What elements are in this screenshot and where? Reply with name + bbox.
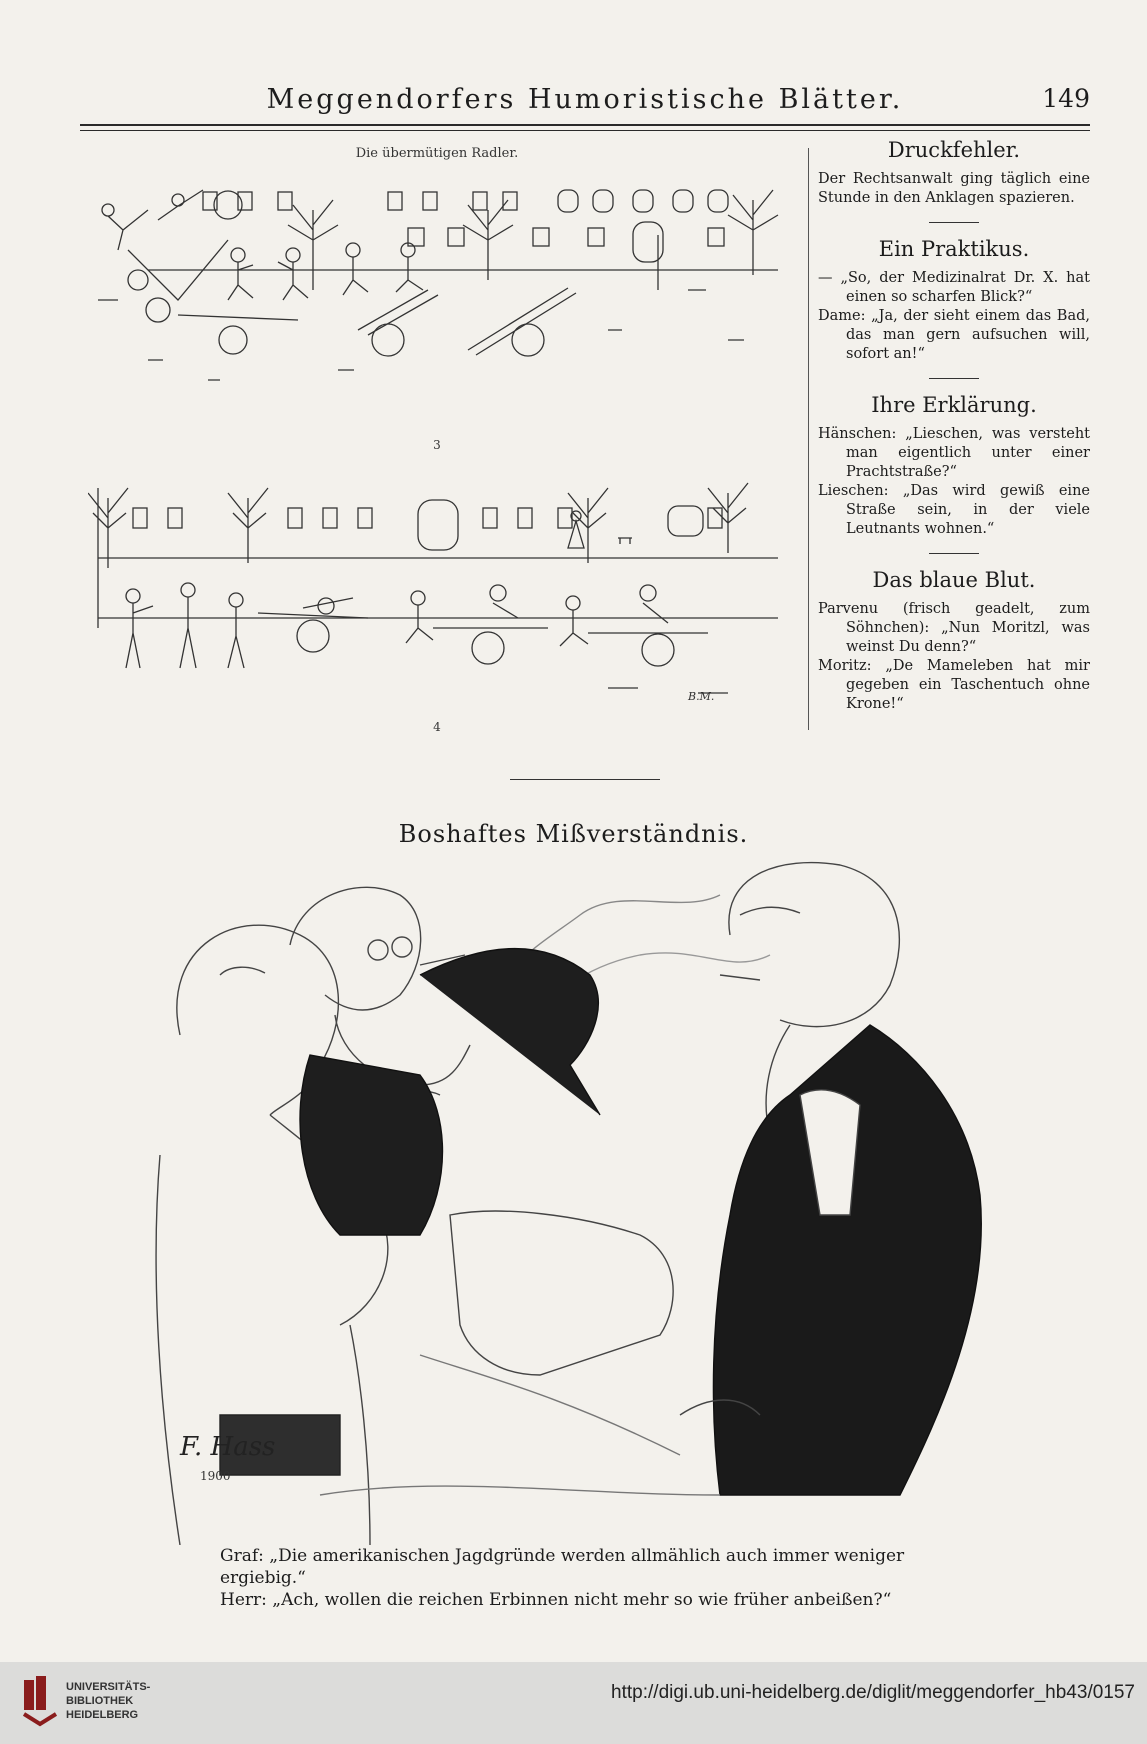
library-line: BIBLIOTHEK — [66, 1695, 134, 1707]
comic-title: Die übermütigen Radler. — [355, 146, 519, 161]
journal-title: Meggendorfers Humoristische Blätter. — [266, 84, 904, 115]
page-header — [80, 82, 1090, 122]
header-rule-thin — [80, 130, 1090, 131]
joke-title: Ein Praktikus. — [878, 237, 1030, 261]
library-line: UNIVERSITÄTS- — [66, 1681, 151, 1693]
joke-title: Das blaue Blut. — [872, 568, 1036, 592]
library-name — [66, 1680, 150, 1722]
joke-title: Ihre Erklärung. — [871, 393, 1037, 417]
comic-panel-4 — [88, 478, 792, 718]
joke-text: Lieschen: „Das wird gewiß eine Straße sein, in der viele Leutnants wohnen.“ — [818, 483, 1090, 537]
joke-text: Der Rechtsanwalt ging täglich eine Stunde in den Anklagen spazieren. — [818, 171, 1090, 206]
panel-number-3: 3 — [433, 438, 441, 452]
separator — [929, 222, 979, 223]
cartoon-title: Boshaftes Mißverständnis. — [398, 820, 749, 848]
sidebar-jokes — [818, 138, 1090, 714]
column-rule — [808, 148, 809, 730]
separator — [929, 553, 979, 554]
comic-panel-3 — [88, 170, 792, 430]
cartoon-illustration — [120, 855, 1040, 1545]
panel-number-4: 4 — [433, 720, 441, 734]
joke-text: Hänschen: „Lieschen, was versteht man eigentlich unter einer Prachtstraße?“ — [818, 426, 1090, 480]
joke-text: — „So, der Medizinalrat Dr. X. hat einen so scharfen Blick?“ — [818, 270, 1090, 305]
page-number: 149 — [1042, 84, 1090, 113]
header-rule — [80, 124, 1090, 126]
library-footer — [0, 1662, 1147, 1744]
library-line: HEIDELBERG — [66, 1709, 139, 1721]
joke-praktikus — [818, 237, 1090, 364]
artist-signature: F. Hass — [180, 1432, 276, 1462]
section-rule — [510, 779, 660, 780]
joke-erklaerung — [818, 393, 1090, 539]
joke-text: Parvenu (frisch geadelt, zum Söhnchen): „Nun Moritzl, was weinst Du denn?“ — [818, 601, 1090, 655]
caption-line-graf: Graf: „Die amerikanischen Jagdgründe werden allmählich auch immer weniger ergiebig.“ — [220, 1546, 905, 1588]
university-logo-icon — [20, 1672, 60, 1732]
joke-druckfehler — [818, 138, 1090, 208]
caption-line-herr: Herr: „Ach, wollen die reichen Erbinnen nicht mehr so wie früher anbeißen?“ — [220, 1590, 892, 1610]
separator — [929, 378, 979, 379]
source-url-link[interactable]: http://digi.ub.uni-heidelberg.de/diglit/meggendorfer_hb43/0157 — [611, 1682, 1135, 1703]
cartoon-caption — [220, 1545, 980, 1611]
joke-blaue-blut — [818, 568, 1090, 714]
comic-signature: B.M. — [688, 690, 715, 703]
joke-text: Moritz: „De Mameleben hat mir gegeben ein Taschentuch ohne Krone!“ — [818, 658, 1090, 712]
artist-year: 1900 — [200, 1469, 231, 1483]
joke-title: Druckfehler. — [887, 138, 1021, 162]
joke-text: Dame: „Ja, der sieht einem das Bad, das man gern aufsuchen will, sofort an!“ — [818, 308, 1090, 362]
